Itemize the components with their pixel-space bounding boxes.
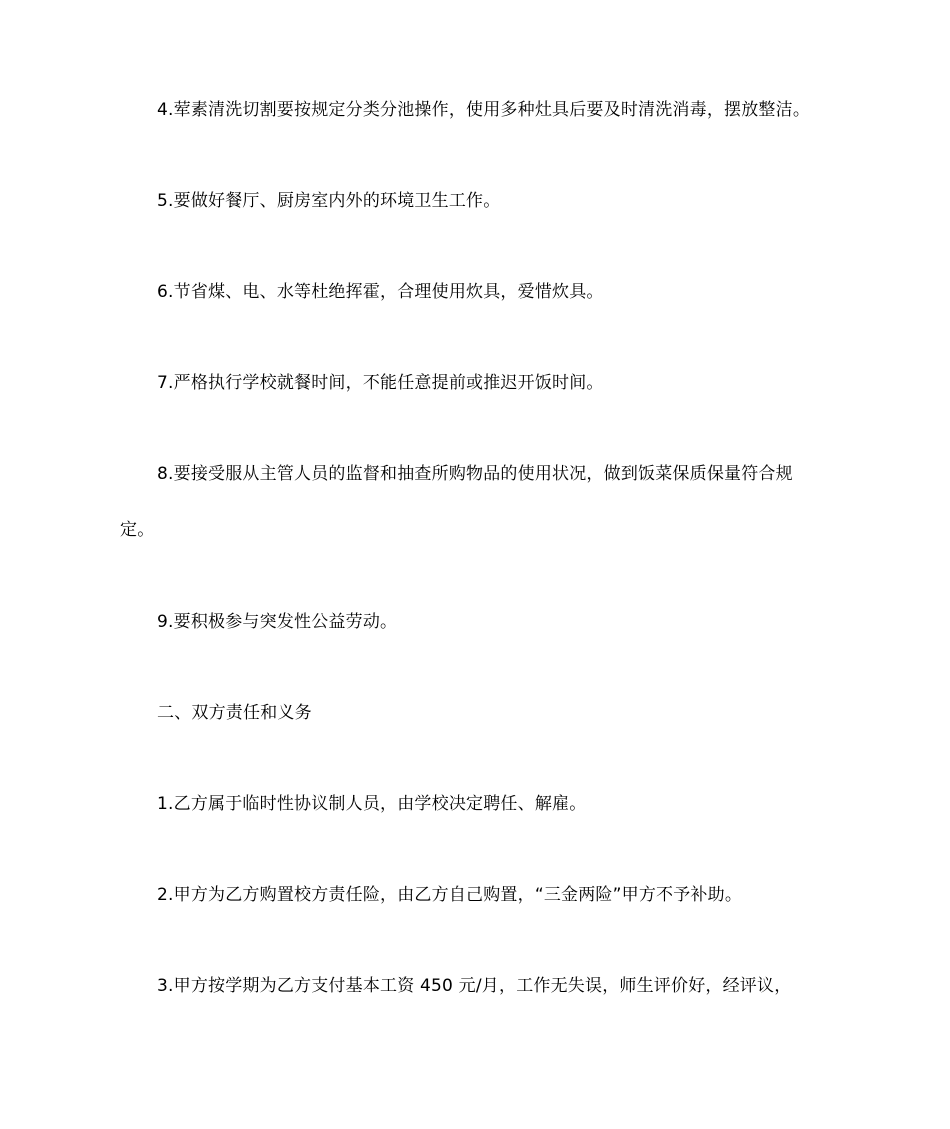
section-heading: 二、双方责任和义务 xyxy=(157,703,312,723)
paragraph-item-7: 7.严格执行学校就餐时间，不能任意提前或推迟开饭时间。 xyxy=(157,373,604,393)
paragraph-duty-3: 3.甲方按学期为乙方支付基本工资 450 元/月，工作无失误，师生评价好，经评议， xyxy=(157,976,792,996)
paragraph-item-8: 8.要接受服从主管人员的监督和抽查所购物品的使用状况，做到饭菜保质保量符合规 xyxy=(157,464,793,484)
paragraph-duty-1: 1.乙方属于临时性协议制人员，由学校决定聘任、解雇。 xyxy=(157,794,587,814)
paragraph-item-9: 9.要积极参与突发性公益劳动。 xyxy=(157,612,398,632)
paragraph-duty-2: 2.甲方为乙方购置校方责任险，由乙方自己购置，“三金两险”甲方不予补助。 xyxy=(157,885,743,905)
paragraph-item-5: 5.要做好餐厅、厨房室内外的环境卫生工作。 xyxy=(157,191,501,211)
paragraph-item-4: 4.荤素清洗切割要按规定分类分池操作，使用多种灶具后要及时清洗消毒，摆放整洁。 xyxy=(157,100,811,120)
paragraph-item-6: 6.节省煤、电、水等杜绝挥霍，合理使用炊具，爱惜炊具。 xyxy=(157,282,604,302)
paragraph-item-8-continuation: 定。 xyxy=(120,520,155,540)
